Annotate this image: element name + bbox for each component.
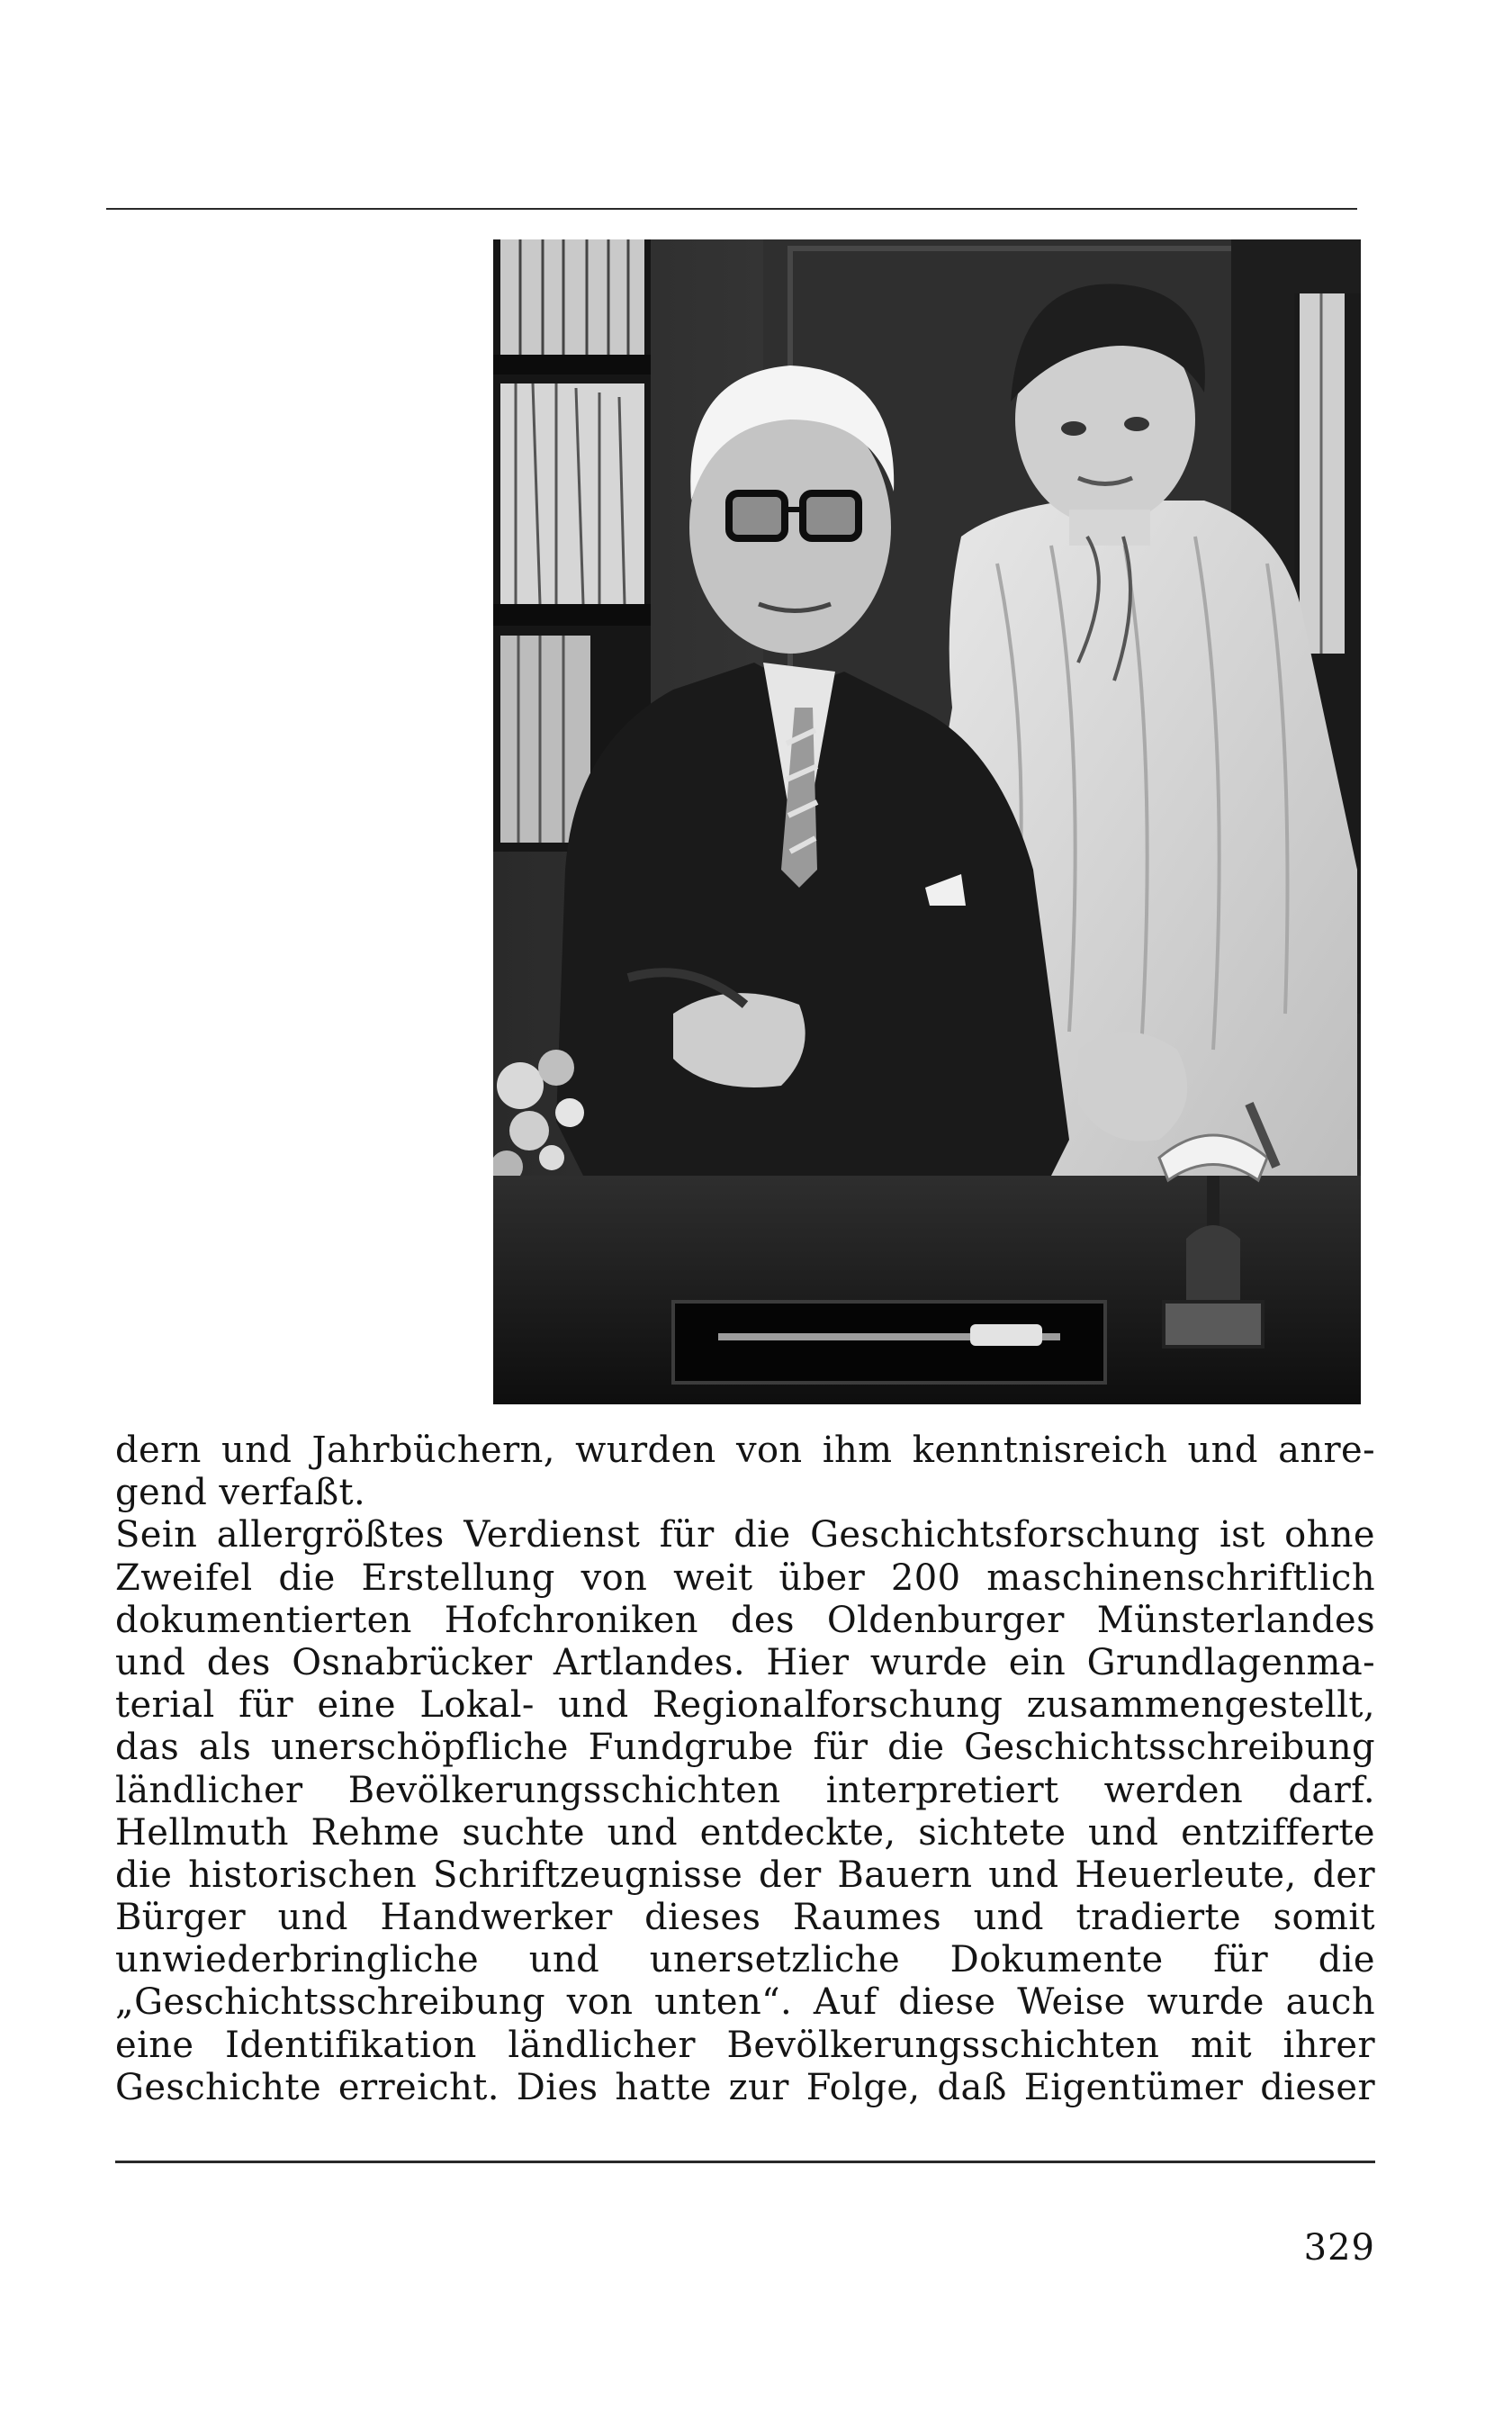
text-line: terial für eine Lokal- und Regionalforschung zusammengestellt, bbox=[115, 1684, 1375, 1727]
text-line: unwiederbringliche und unersetzliche Dokumente für die bbox=[115, 1939, 1375, 1981]
text-line: Zweifel die Erstellung von weit über 200 maschinenschriftlich bbox=[115, 1556, 1375, 1599]
text-line: die historischen Schriftzeugnisse der Bauern und Heuerleute, der bbox=[115, 1854, 1375, 1896]
text-line: das als unerschöpfliche Fundgrube für die Geschichtsschreibung bbox=[115, 1727, 1375, 1769]
page-number: 329 bbox=[1303, 2227, 1375, 2269]
body-text bbox=[115, 1430, 1375, 2109]
text-line: gend verfaßt. bbox=[115, 1472, 366, 1514]
bottom-rule bbox=[115, 2161, 1375, 2163]
top-rule bbox=[106, 208, 1357, 210]
text-line: dokumentierten Hofchroniken des Oldenburger Münsterlandes bbox=[115, 1599, 1375, 1641]
text-line: dern und Jahrbüchern, wurden von ihm kenntnisreich und anre- bbox=[115, 1430, 1375, 1471]
text-line: Hellmuth Rehme suchte und entdeckte, sichtete und entzifferte bbox=[115, 1811, 1375, 1854]
text-line: Bürger und Handwerker dieses Raumes und tradierte somit bbox=[115, 1897, 1375, 1939]
text-line: ländlicher Bevölkerungsschichten interpretiert werden darf. bbox=[115, 1769, 1375, 1811]
text-line: und des Osnabrücker Artlandes. Hier wurde ein Grundlagenma- bbox=[115, 1641, 1375, 1683]
text-line: „Geschichtsschreibung von unten“. Auf diese Weise wurde auch bbox=[115, 1981, 1375, 2024]
text-line: eine Identifikation ländlicher Bevölkerungsschichten mit ihrer bbox=[115, 2024, 1375, 2066]
portrait-photo bbox=[493, 239, 1361, 1404]
text-line: Sein allergrößtes Verdienst für die Geschichtsforschung ist ohne bbox=[115, 1514, 1375, 1556]
text-line: Geschichte erreicht. Dies hatte zur Folge, daß Eigentümer dieser bbox=[115, 2066, 1375, 2108]
